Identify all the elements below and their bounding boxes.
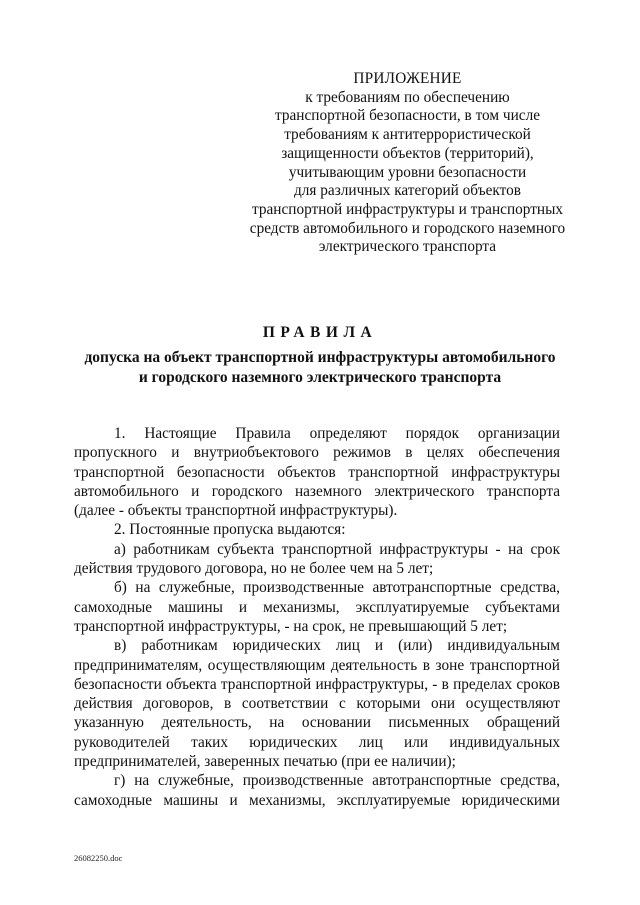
appendix-line: защищенности объектов (территорий), [281, 144, 534, 162]
subtitle-line: допуска на объект транспортной инфраструктуры автомобильного [84, 349, 556, 366]
appendix-line: к требованиям по обеспечению [305, 88, 510, 106]
subtitle-line: и городского наземного электрического транспорта [138, 368, 502, 386]
document-body [74, 424, 560, 810]
appendix-header [230, 70, 585, 257]
appendix-line: средств автомобильного и городского наземного [249, 219, 566, 237]
paragraph-2v: в) работникам юридических лиц и (или) индивидуальным предпринимателям, осуществляющим деятельность в зоне транспортной безопасности объекта транспортной инфраструктуры, - в пределах сроков действия договоров, в соответствии с которыми они осуществляют указанную деятельность, на основании письменных обращений руководителей таких юридических лиц или индивидуальных предпринимателей, заверенных печатью (при ее наличии); [74, 637, 560, 771]
paragraph-1: 1. Настоящие Правила определяют порядок организации пропускного и внутриобъектового режимов в целях обеспечения транспортной безопасности объектов транспортной инфраструктуры автомобильного и городского наземного электрического транспорта (далее - объекты транспортной инфраструктуры). [74, 425, 560, 520]
paragraph-2g: г) на служебные, производственные автотранспортные средства, самоходные машины и механизмы, эксплуатируемые юридическими [74, 772, 560, 809]
paragraph-2: 2. Постоянные пропуска выдаются: [114, 521, 346, 539]
appendix-line: требованиям к антитеррористической [284, 126, 531, 144]
appendix-line: учитывающим уровни безопасности [288, 163, 527, 181]
footer-filename: 26082250.doc [74, 853, 123, 863]
appendix-line: транспортной инфраструктуры и транспортных [251, 200, 564, 218]
document-subtitle [70, 348, 570, 387]
appendix-line: электрического транспорта [318, 238, 497, 256]
appendix-line: для различных категорий объектов [294, 182, 521, 200]
paragraph-2a: а) работникам субъекта транспортной инфраструктуры - на срок действия трудового договора, но не более чем на 5 лет; [74, 540, 560, 578]
document-title: ПРАВИЛА [262, 324, 378, 341]
paragraph-2b: б) на служебные, производственные автотранспортные средства, самоходные машины и механизмы, эксплуатируемые субъектами транспортной инфраструктуры, - на срок, не превышающий 5 лет; [74, 579, 560, 635]
appendix-line: транспортной безопасности, в том числе [274, 107, 541, 125]
appendix-heading: ПРИЛОЖЕНИЕ [353, 70, 462, 87]
